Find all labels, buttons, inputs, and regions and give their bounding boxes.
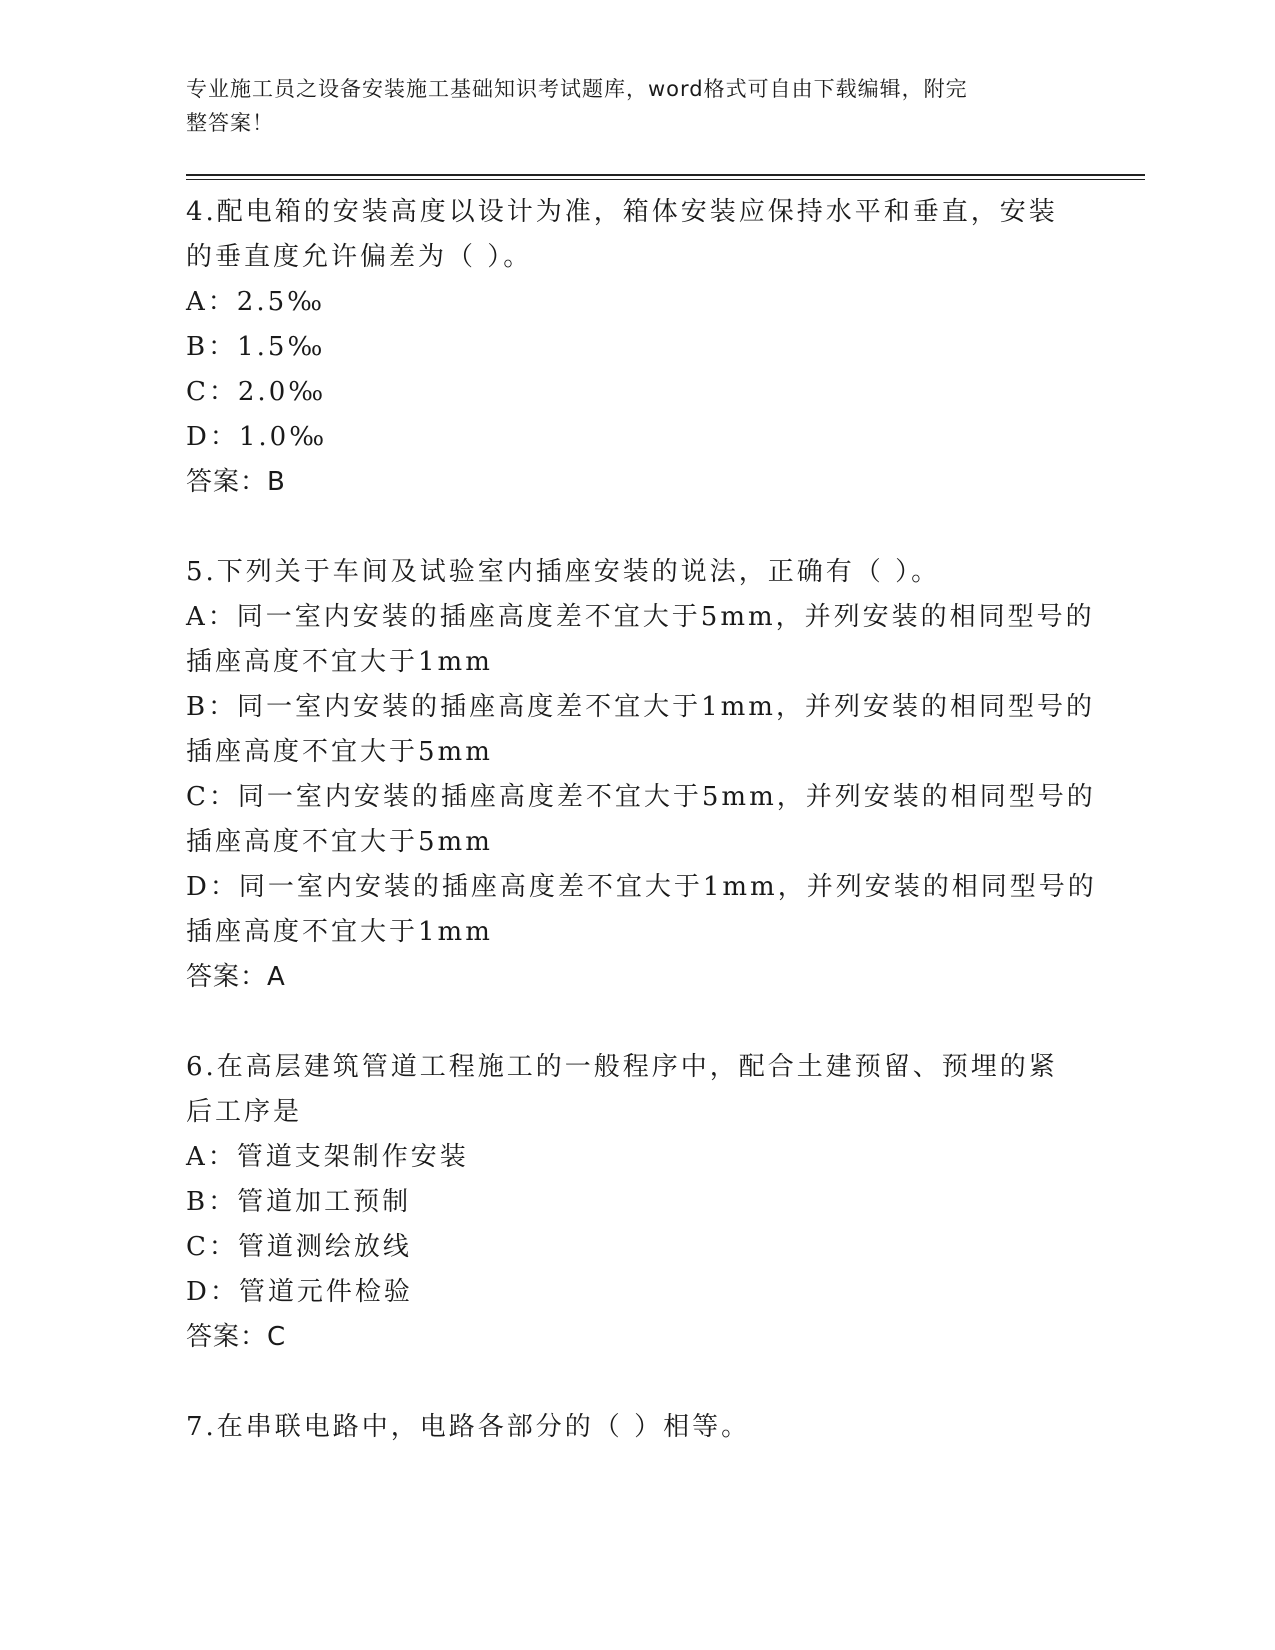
question-stem: 4.配电箱的安装高度以设计为准，箱体安装应保持水平和垂直，安装 — [186, 197, 1058, 227]
option-b: B：管道加工预制 — [186, 1187, 412, 1217]
question-stem: 后工序是 — [186, 1097, 303, 1127]
answer-label: 答案：B — [186, 467, 286, 497]
question-item — [186, 1045, 1066, 1360]
option-a-continued: 插座高度不宜大于1mm — [186, 647, 493, 677]
document-header — [186, 72, 1066, 140]
question-list — [186, 190, 1097, 1495]
option-b-continued: 插座高度不宜大于5mm — [186, 737, 493, 767]
option-d: D：同一室内安装的插座高度差不宜大于1mm，并列安装的相同型号的 — [186, 872, 1097, 902]
option-b: B：同一室内安装的插座高度差不宜大于1mm，并列安装的相同型号的 — [186, 692, 1095, 722]
question-stem: 5.下列关于车间及试验室内插座安装的说法，正确有（ ）。 — [186, 557, 941, 587]
header-divider-thick — [186, 174, 1145, 176]
header-line-1: 专业施工员之设备安装施工基础知识考试题库，word格式可自由下载编辑，附完 — [186, 77, 968, 101]
answer-label: 答案：C — [186, 1322, 287, 1352]
question-stem: 7.在串联电路中，电路各部分的（ ）相等。 — [186, 1412, 751, 1442]
option-c-continued: 插座高度不宜大于5mm — [186, 827, 493, 857]
question-item — [186, 550, 1097, 1000]
option-c: C：管道测绘放线 — [186, 1232, 412, 1262]
option-c: C：2.0‰ — [186, 377, 327, 407]
question-stem: 6.在高层建筑管道工程施工的一般程序中，配合土建预留、预埋的紧 — [186, 1052, 1058, 1082]
header-divider-thin — [186, 179, 1145, 180]
question-item — [186, 190, 1066, 505]
option-b: B：1.5‰ — [186, 332, 326, 362]
answer-label: 答案：A — [186, 962, 286, 992]
option-a: A：管道支架制作安装 — [186, 1142, 469, 1172]
option-a: A：2.5‰ — [186, 287, 326, 317]
header-line-2: 整答案！ — [186, 111, 274, 135]
option-c: C：同一室内安装的插座高度差不宜大于5mm，并列安装的相同型号的 — [186, 782, 1096, 812]
option-d-continued: 插座高度不宜大于1mm — [186, 917, 493, 947]
question-item — [186, 1405, 1066, 1450]
option-a: A：同一室内安装的插座高度差不宜大于5mm，并列安装的相同型号的 — [186, 602, 1095, 632]
option-d: D：管道元件检验 — [186, 1277, 413, 1307]
question-stem: 的垂直度允许偏差为（ ）。 — [186, 242, 533, 272]
option-d: D：1.0‰ — [186, 422, 328, 452]
